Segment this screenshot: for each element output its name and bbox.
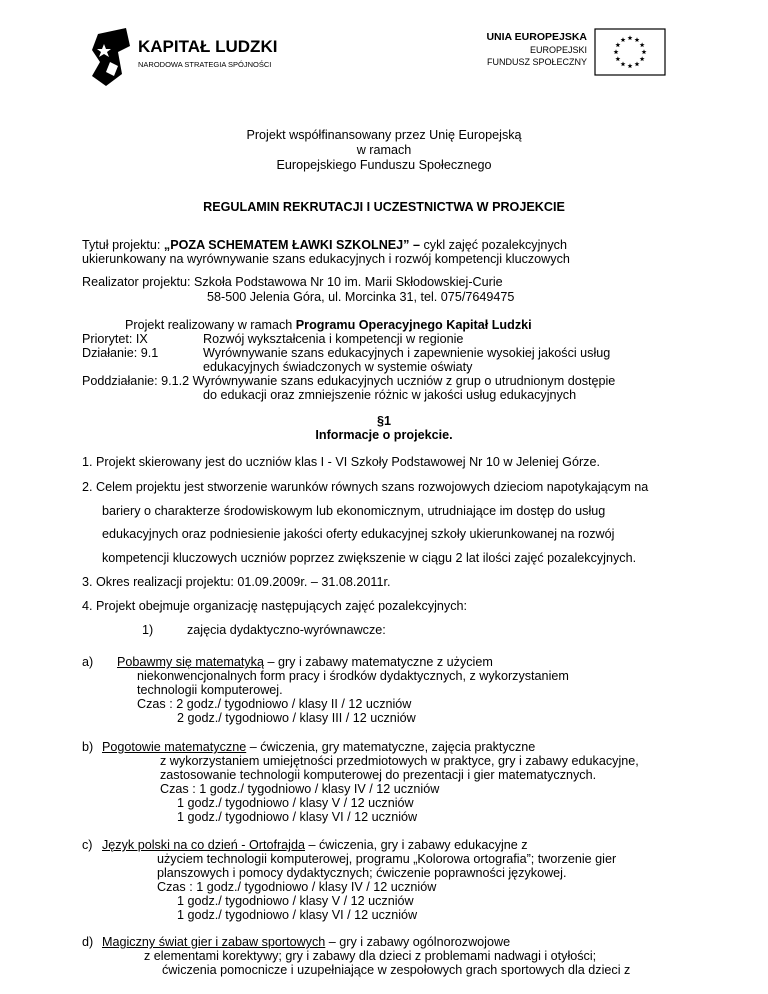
item-a-marker: a): [82, 655, 94, 669]
item-b-line-5: 1 godz./ tygodniowo / klasy V / 12 uczniów: [177, 796, 414, 810]
paragraph-2-line-4: kompetencji kluczowych uczniów poprzez zwiększenie w ciągu 2 lat ilości zajęć pozalekcyjnych.: [102, 551, 637, 565]
program-prefix: Projekt realizowany w ramach: [125, 318, 296, 332]
item-b-marker: b): [82, 740, 94, 754]
section-heading: Informacje o projekcie.: [315, 428, 453, 442]
kapital-ludzki-logo: [88, 26, 288, 96]
eu-flag-icon: [595, 29, 665, 75]
item-b-line-3: zastosowanie technologii komputerowej do prezentacji i gier matematycznych.: [160, 768, 597, 782]
item-a-line-5: 2 godz./ tygodniowo / klasy III / 12 uczniów: [177, 711, 416, 725]
paragraph-3: 3. Okres realizacji projektu: 01.09.2009r. – 31.08.2011r.: [82, 575, 391, 589]
poddzialanie-line-2: do edukacji oraz zmniejszenie różnic w jakości usług edukacyjnych: [203, 388, 577, 402]
intro-line-3: Europejskiego Funduszu Społecznego: [276, 158, 492, 172]
item-b-line-1: [102, 740, 535, 755]
realizator-line-2: 58-500 Jelenia Góra, ul. Morcinka 31, tel. 075/7649475: [207, 290, 515, 304]
section-number: §1: [376, 414, 391, 428]
item-c-line-3: planszowych i pomocy dydaktycznych; ćwiczenie poprawności językowej.: [157, 866, 567, 880]
paragraph-4: 4. Projekt obejmuje organizację następujących zajęć pozalekcyjnych:: [82, 599, 468, 613]
item-d-line-3: ćwiczenia pomocnicze i uzupełniające w zespołowych grach sportowych dla dzieci z: [162, 963, 631, 977]
item-a-line-1: [117, 655, 493, 670]
item-c-rest: – ćwiczenia, gry i zabawy edukacyjne z: [305, 838, 528, 852]
paragraph-2-line-2: bariery o charakterze środowiskowym lub ekonomicznym, utrudniające im dostęp do usług: [102, 504, 606, 518]
dzialanie-label: Działanie: 9.1: [82, 346, 159, 360]
unia-europejska-logo: [480, 28, 690, 78]
ue-line3: FUNDUSZ SPOŁECZNY: [486, 57, 587, 67]
paragraph-2-line-3: edukacyjnych oraz podniesienie jakości oferty edukacyjnej szkoły ukierunkowanej na rozwój: [102, 527, 615, 541]
item-a-rest: – gry i zabawy matematyczne z użyciem: [263, 655, 493, 669]
item-a-name: Pobawmy się matematyką: [117, 655, 264, 669]
item-c-name: Język polski na co dzień - Ortofrajda: [102, 838, 305, 852]
sub-item-text: zajęcia dydaktyczno-wyrównawcze:: [187, 623, 386, 637]
item-d-line-1: [102, 935, 510, 950]
project-title-line-2: ukierunkowany na wyrównywanie szans edukacyjnych i rozwój kompetencji kluczowych: [82, 252, 570, 266]
ue-title: UNIA EUROPEJSKA: [486, 31, 587, 43]
project-title-rest: cykl zajęć pozalekcyjnych: [420, 238, 567, 252]
project-title-line: [82, 238, 567, 253]
realizator-line-1: Realizator projektu: Szkoła Podstawowa Nr 10 im. Marii Skłodowskiej-Curie: [82, 275, 503, 289]
item-b-rest: – ćwiczenia, gry matematyczne, zajęcia praktyczne: [246, 740, 536, 754]
project-title-name: „POZA SCHEMATEM ŁAWKI SZKOLNEJ” –: [163, 238, 420, 252]
paragraph-2-line-1: 2. Celem projektu jest stworzenie warunków równych szans rozwojowych dzieciom napotykającym na: [82, 480, 649, 494]
program-line: [125, 318, 532, 333]
kapital-ludzki-emblem-icon: [92, 28, 130, 86]
item-a-line-4: Czas : 2 godz./ tygodniowo / klasy II / 12 uczniów: [137, 697, 412, 711]
ue-line2: EUROPEJSKI: [529, 45, 587, 55]
item-b-line-6: 1 godz./ tygodniowo / klasy VI / 12 uczniów: [177, 810, 418, 824]
program-name: Programu Operacyjnego Kapitał Ludzki: [295, 318, 532, 332]
project-title-label: Tytuł projektu:: [82, 238, 164, 252]
poddzialanie-line-1: Poddziałanie: 9.1.2 Wyrównywanie szans edukacyjnych uczniów z grup o utrudnionym dostępie: [82, 374, 616, 388]
kl-subtitle: NARODOWA STRATEGIA SPÓJNOŚCI: [138, 60, 272, 69]
kl-title: KAPITAŁ LUDZKI: [138, 37, 278, 56]
item-d-marker: d): [82, 935, 94, 949]
item-c-line-4: Czas : 1 godz./ tygodniowo / klasy IV / 12 uczniów: [157, 880, 437, 894]
item-a-line-3: technologii komputerowej.: [137, 683, 283, 697]
priorytet-label: Priorytet: IX: [82, 332, 148, 346]
item-b-name: Pogotowie matematyczne: [102, 740, 247, 754]
item-d-name: Magiczny świat gier i zabaw sportowych: [102, 935, 326, 949]
item-d-rest: – gry i zabawy ogólnorozwojowe: [325, 935, 511, 949]
item-c-line-2: użyciem technologii komputerowej, programu „Kolorowa ortografia”; tworzenie gier: [157, 852, 617, 866]
dzialanie-value-2: edukacyjnych świadczonych w systemie oświaty: [203, 360, 473, 374]
dzialanie-value-1: Wyrównywanie szans edukacyjnych i zapewnienie wysokiej jakości usług: [203, 346, 611, 360]
intro-line-2: w ramach: [356, 143, 412, 157]
item-b-line-2: z wykorzystaniem umiejętności przedmiotowych w praktyce, gry i zabawy edukacyjne,: [160, 754, 639, 768]
item-b-line-4: Czas : 1 godz./ tygodniowo / klasy IV / 12 uczniów: [160, 782, 440, 796]
intro-line-1: Projekt współfinansowany przez Unię Europejską: [246, 128, 522, 142]
paragraph-1: 1. Projekt skierowany jest do uczniów klas I - VI Szkoły Podstawowej Nr 10 w Jeleniej Górze.: [82, 455, 600, 469]
document-title: REGULAMIN REKRUTACJI I UCZESTNICTWA W PROJEKCIE: [203, 200, 565, 214]
item-c-line-5: 1 godz./ tygodniowo / klasy V / 12 uczniów: [177, 894, 414, 908]
item-c-line-6: 1 godz./ tygodniowo / klasy VI / 12 uczniów: [177, 908, 418, 922]
item-c-line-1: [102, 838, 528, 853]
item-c-marker: c): [82, 838, 93, 852]
sub-item-number: 1): [142, 623, 154, 637]
item-a-line-2: niekonwencjonalnych form pracy i środków dydaktycznych, z wykorzystaniem: [137, 669, 569, 683]
priorytet-value: Rozwój wykształcenia i kompetencji w regionie: [203, 332, 464, 346]
item-d-line-2: z elementami korektywy; gry i zabawy dla dzieci z problemami nadwagi i otyłości;: [144, 949, 597, 963]
